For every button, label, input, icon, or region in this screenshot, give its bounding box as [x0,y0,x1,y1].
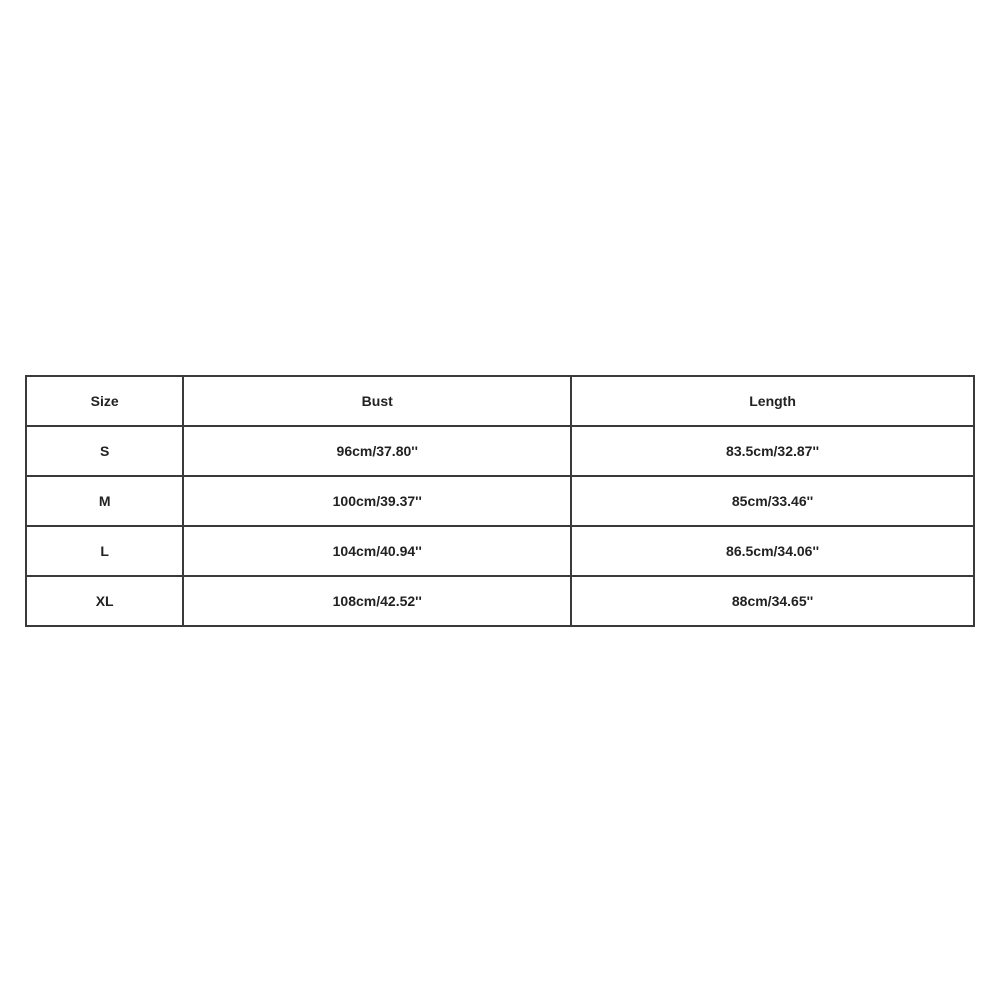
cell-size: S [26,426,183,476]
table-row [26,476,974,526]
cell-length: 83.5cm/32.87'' [571,426,974,476]
cell-bust: 104cm/40.94'' [183,526,571,576]
cell-size: XL [26,576,183,626]
header-size: Size [26,376,183,426]
table-row [26,576,974,626]
header-length: Length [571,376,974,426]
cell-length: 85cm/33.46'' [571,476,974,526]
cell-bust: 100cm/39.37'' [183,476,571,526]
cell-length: 88cm/34.65'' [571,576,974,626]
cell-size: L [26,526,183,576]
cell-bust: 96cm/37.80'' [183,426,571,476]
cell-size: M [26,476,183,526]
table-header-row [26,376,974,426]
table-row [26,426,974,476]
size-chart-table [25,375,975,627]
header-bust: Bust [183,376,571,426]
table-row [26,526,974,576]
cell-length: 86.5cm/34.06'' [571,526,974,576]
cell-bust: 108cm/42.52'' [183,576,571,626]
